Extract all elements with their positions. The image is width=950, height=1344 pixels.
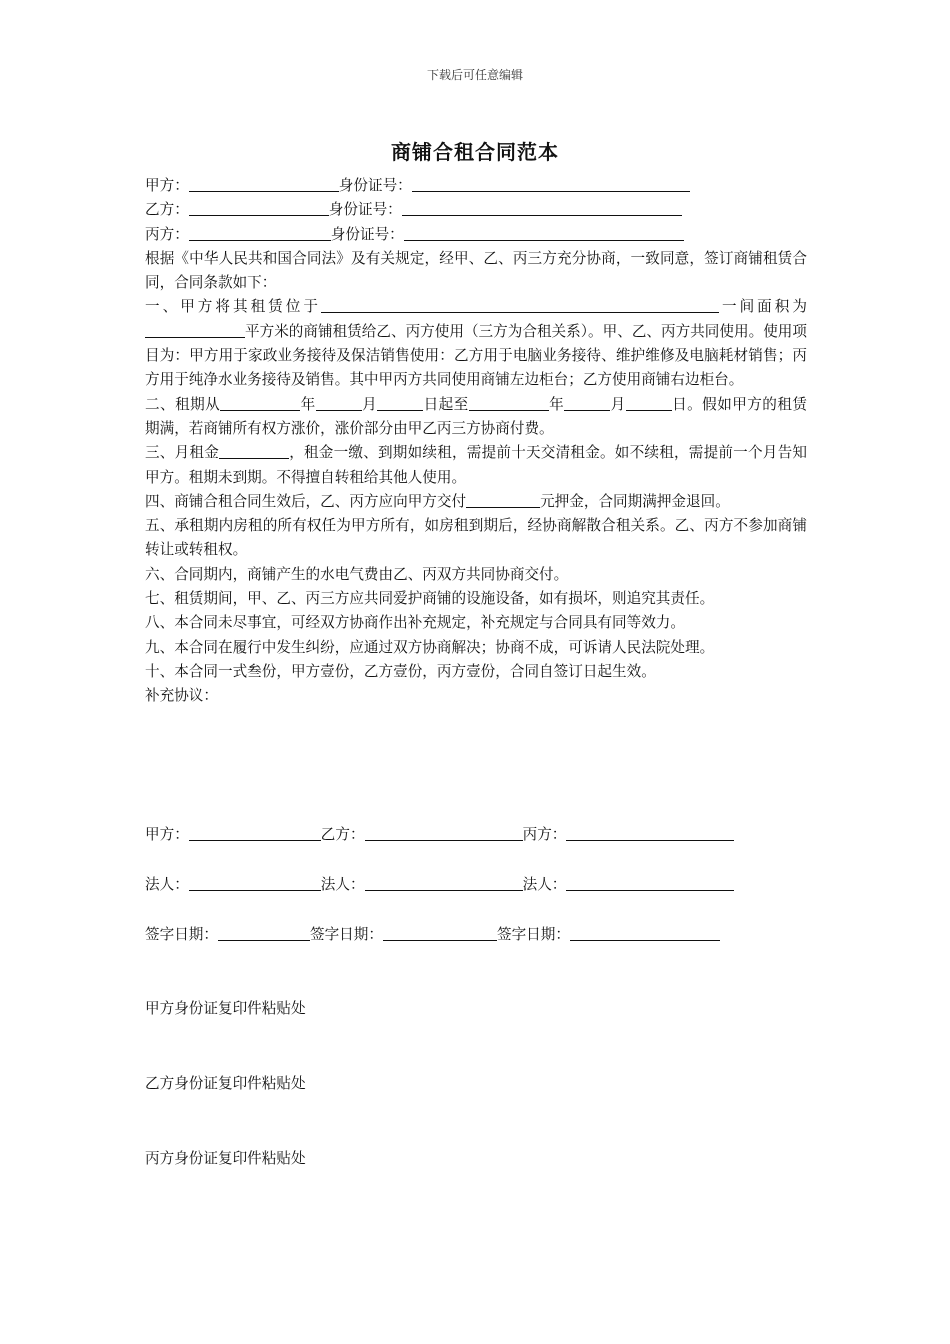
clause-4-deposit-blank[interactable] bbox=[466, 492, 540, 508]
paste-area-party-c: 丙方身份证复印件粘贴处 bbox=[145, 1150, 306, 1167]
party-a-label: 甲方： bbox=[145, 177, 189, 194]
clause-1-location-blank[interactable] bbox=[321, 297, 719, 313]
party-b-blank[interactable] bbox=[189, 200, 329, 216]
clause-4: 四、商铺合租合同生效后，乙、丙方应向甲方交付 元押金，合同期满押金退回。 bbox=[145, 492, 730, 510]
legal-a-label: 法人： bbox=[145, 876, 189, 893]
clause-2-end-month-blank[interactable] bbox=[564, 395, 610, 411]
date-b-blank[interactable] bbox=[383, 925, 497, 941]
party-a-blank[interactable] bbox=[189, 176, 339, 192]
party-b-label: 乙方： bbox=[145, 201, 189, 219]
party-c-row bbox=[145, 223, 807, 247]
party-c-id-label: 身份证号： bbox=[330, 225, 404, 243]
contract-body bbox=[145, 174, 807, 709]
sign-party-c-label: 丙方： bbox=[522, 826, 567, 843]
party-a-id-blank[interactable] bbox=[412, 176, 690, 192]
clause-2-start-day-blank[interactable] bbox=[377, 395, 423, 411]
clause-1: 一、甲方将其租赁位于 一间面积为平方米的商铺租赁给乙、丙方使用（三方为合租关系）。甲、乙、丙方共同使用。使用项目为：甲方用于家政业务接待及保洁销售使用：乙方用于电脑业务接待、维护维修及电脑耗材销售；丙方用于纯净水业务接待及销售。其中甲丙方共同使用商铺左边柜台；乙方使用商铺右边柜台。 bbox=[145, 298, 807, 389]
clause-2-start-month-blank[interactable] bbox=[316, 395, 362, 411]
party-c-blank[interactable] bbox=[189, 225, 331, 241]
party-c-id-blank[interactable] bbox=[404, 225, 684, 241]
clause-3-rent-blank[interactable] bbox=[219, 443, 289, 459]
legal-b-label: 法人： bbox=[320, 876, 365, 893]
header-note: 下载后可任意编辑 bbox=[426, 68, 523, 82]
clause-9: 九、本合同在履行中发生纠纷，应通过双方协商解决；协商不成，可诉请人民法院处理。 bbox=[145, 638, 715, 656]
sign-party-c-blank[interactable] bbox=[566, 825, 734, 841]
paste-area-party-b: 乙方身份证复印件粘贴处 bbox=[145, 1075, 306, 1092]
date-a-blank[interactable] bbox=[218, 925, 310, 941]
date-a-label: 签字日期： bbox=[145, 926, 218, 943]
clause-8: 八、本合同未尽事宜，可经双方协商作出补充规定，补充规定与合同具有同等效力。 bbox=[145, 614, 685, 632]
party-b-id-blank[interactable] bbox=[402, 200, 682, 216]
sign-party-a-blank[interactable] bbox=[189, 825, 321, 841]
legal-c-blank[interactable] bbox=[566, 875, 734, 891]
signature-row-legal bbox=[145, 873, 734, 894]
clause-3: 三、月租金 ，租金一缴、到期如续租，需提前十天交清租金。如不续租，需提前一个月告知甲方。租期未到期。不得擅自转租给其他人使用。 bbox=[145, 444, 807, 486]
date-b-label: 签字日期： bbox=[309, 926, 383, 943]
sign-party-a-label: 甲方： bbox=[145, 826, 189, 843]
clause-2-end-day-blank[interactable] bbox=[626, 395, 672, 411]
party-c-label: 丙方： bbox=[145, 225, 189, 243]
clause-7: 七、租赁期间，甲、乙、丙三方应共同爱护商铺的设施设备，如有损坏，则追究其责任。 bbox=[145, 590, 715, 608]
party-a-row bbox=[145, 174, 807, 198]
document-title: 商铺合租合同范本 bbox=[391, 140, 559, 164]
party-b-row bbox=[145, 198, 807, 222]
clause-1-area-blank[interactable] bbox=[145, 322, 245, 338]
party-a-id-label: 身份证号： bbox=[338, 177, 412, 194]
intro-paragraph: 根据《中华人民共和国合同法》及有关规定，经甲、乙、丙三方充分协商，一致同意，签订商铺租赁合同，合同条款如下： bbox=[145, 249, 807, 292]
date-c-blank[interactable] bbox=[570, 925, 720, 941]
clause-10: 十、本合同一式叁份，甲方壹份，乙方壹份，丙方壹份，合同自签订日起生效。 bbox=[145, 662, 656, 680]
signature-row-dates bbox=[145, 923, 720, 944]
clause-6: 六、合同期内，商铺产生的水电气费由乙、丙双方共同协商交付。 bbox=[145, 565, 569, 583]
supplement-label: 补充协议： bbox=[145, 687, 218, 705]
clause-5: 五、承租期内房租的所有权任为甲方所有，如房租到期后，经协商解散合租关系。乙、丙方不参加商铺转让或转租权。 bbox=[145, 517, 807, 559]
legal-c-label: 法人： bbox=[522, 876, 567, 893]
clause-2: 二、租期从 年 月 日起至 年 月 日。假如甲方的租赁期满，若商铺所有权方涨价，涨价部分由甲乙丙三方协商付费。 bbox=[145, 395, 807, 437]
clause-2-end-year-blank[interactable] bbox=[469, 395, 549, 411]
sign-party-b-blank[interactable] bbox=[365, 825, 523, 841]
legal-b-blank[interactable] bbox=[365, 875, 523, 891]
clause-2-start-year-blank[interactable] bbox=[220, 395, 300, 411]
legal-a-blank[interactable] bbox=[189, 875, 321, 891]
paste-area-party-a: 甲方身份证复印件粘贴处 bbox=[145, 1000, 306, 1017]
sign-party-b-label: 乙方： bbox=[320, 826, 365, 843]
date-c-label: 签字日期： bbox=[496, 926, 570, 943]
party-b-id-label: 身份证号： bbox=[328, 201, 402, 219]
signature-row-parties bbox=[145, 823, 734, 844]
